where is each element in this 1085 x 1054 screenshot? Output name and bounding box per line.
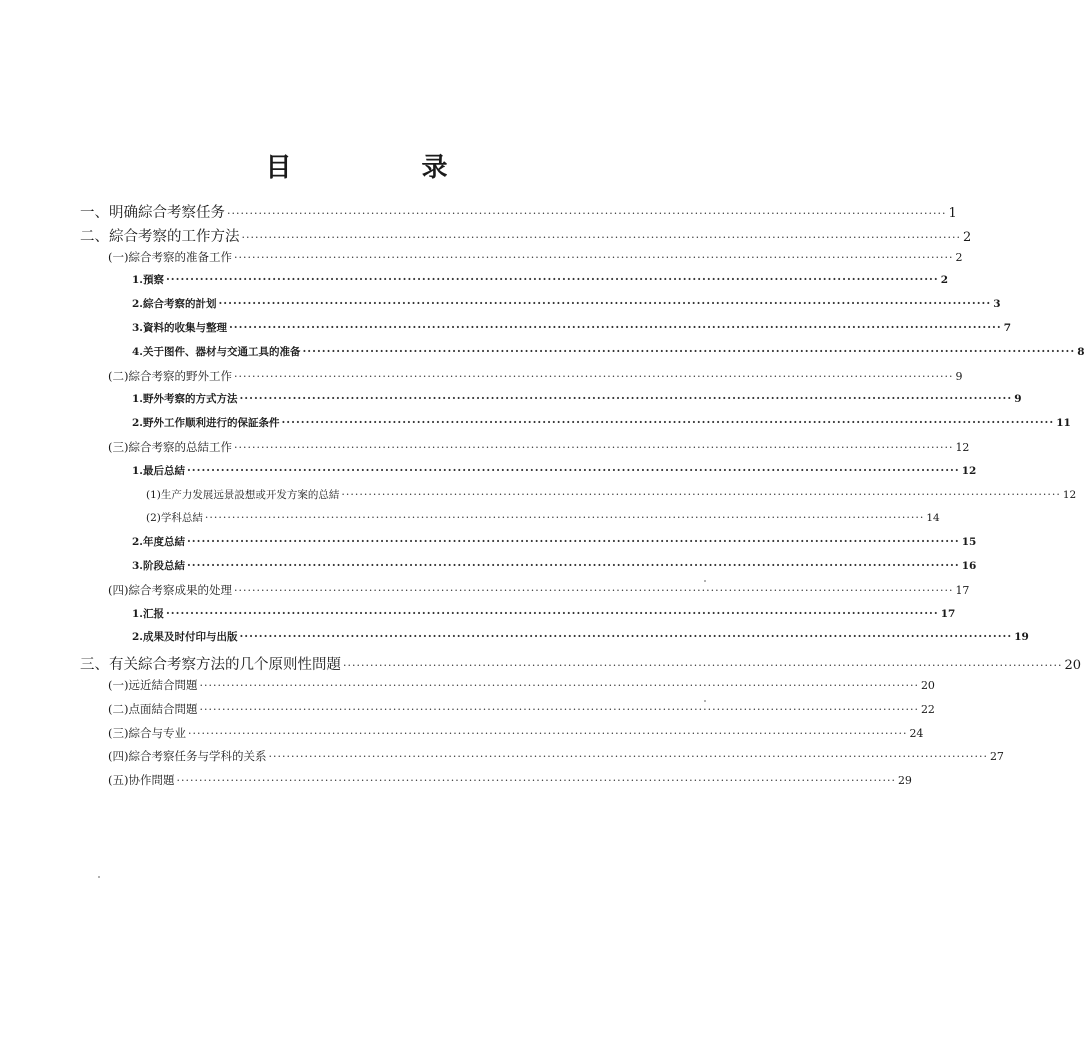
toc-entry-page-number: 12 — [1062, 488, 1077, 501]
toc-entry — [80, 677, 935, 701]
toc-entry-label: (四)綜合考察任务与学科的关系 — [108, 749, 267, 764]
scan-speck — [704, 700, 706, 702]
toc-entry — [80, 296, 1001, 320]
toc-entry — [80, 582, 970, 606]
dot-leader: ································································································································································ — [241, 230, 961, 244]
toc-entry-page-number: 17 — [940, 607, 956, 620]
toc-entry-page-number: 24 — [909, 726, 924, 740]
toc-entry-label: 2.年度总結 — [132, 536, 185, 549]
toc-entry-label: (一)綜合考察的准备工作 — [108, 249, 232, 264]
toc-entry — [80, 725, 924, 749]
toc-entry-page-number: 2 — [940, 274, 949, 287]
dot-leader: ································································································································································ — [165, 606, 939, 620]
dot-leader: ································································································································································ — [204, 511, 925, 525]
toc-entry-label: (2)学科总結 — [146, 512, 203, 525]
toc-entry-label: 2.野外工作顺利进行的保証条件 — [132, 417, 280, 430]
dot-leader: ································································································································································ — [228, 320, 1002, 334]
dot-leader: ································································································································································ — [186, 558, 960, 572]
toc-entry-label: 三、有关綜合考察方法的几个原则性問題 — [80, 657, 341, 674]
toc-entry — [80, 772, 912, 796]
dot-leader: ································································································································································ — [233, 583, 954, 597]
toc-entry — [80, 558, 977, 582]
toc-entry-page-number: 14 — [926, 512, 940, 525]
dot-leader: ································································································································································ — [227, 207, 947, 220]
toc-entry-page-number: 17 — [955, 583, 970, 597]
toc-entry — [80, 748, 1004, 772]
toc-entry — [80, 487, 1077, 511]
toc-entry-page-number: 9 — [1014, 393, 1022, 406]
toc-entry-label: (五)协作問題 — [108, 773, 175, 788]
dot-leader: ································································································································································ — [199, 702, 919, 716]
toc-entry-page-number: 16 — [961, 559, 977, 572]
dot-leader: ································································································································································ — [165, 273, 939, 287]
dot-leader: ································································································································································ — [218, 297, 992, 311]
toc-entry-label: 一、明确綜合考察任务 — [80, 205, 225, 221]
toc-entry — [80, 344, 1085, 368]
toc-entry-page-number: 2 — [962, 229, 972, 245]
toc-entry-label: 3.阶段总結 — [132, 559, 185, 572]
toc-entry — [80, 415, 1071, 439]
dot-leader: ································································································································································ — [233, 250, 954, 264]
dot-leader: ································································································································································ — [233, 369, 954, 383]
dot-leader: ································································································································································ — [239, 392, 1013, 406]
toc-entry-label: 2.成果及时付印与出版 — [132, 631, 238, 644]
dot-leader: ································································································································································ — [187, 726, 908, 740]
toc-entry-label: (三)綜合与专业 — [108, 725, 186, 740]
toc-entry-page-number: 11 — [1056, 417, 1071, 430]
toc-entry-page-number: 27 — [989, 750, 1004, 764]
toc-entry-label: 1.汇报 — [132, 607, 164, 620]
toc-entry — [80, 606, 956, 630]
toc-entry — [80, 249, 963, 273]
dot-leader: ································································································································································ — [186, 463, 960, 477]
toc-entry — [80, 320, 1012, 344]
toc-entry-page-number: 9 — [955, 369, 963, 383]
toc-entry-page-number: 7 — [1003, 321, 1012, 334]
dot-leader: ································································································································································ — [268, 750, 988, 764]
toc-entry — [80, 701, 935, 725]
toc-entry-label: (1)生产力发展远景設想或开发方案的总結 — [146, 488, 340, 501]
toc-entry-label: 1.預察 — [132, 274, 164, 287]
toc-entry — [80, 391, 1022, 415]
toc-entry-page-number: 19 — [1014, 631, 1029, 644]
toc-entry-page-number: 8 — [1077, 345, 1085, 358]
toc-entry — [80, 534, 977, 558]
dot-leader: ································································································································································ — [281, 416, 1055, 430]
toc-entry-label: (三)綜合考察的总結工作 — [108, 439, 232, 454]
toc-entry-label: 4.关于图件、器材与交通工具的准备 — [132, 345, 301, 358]
toc-entry-page-number: 12 — [955, 440, 970, 454]
toc-entry — [80, 439, 970, 463]
toc-entry — [80, 201, 957, 225]
toc-entry-label: 1.野外考察的方式方法 — [132, 393, 238, 406]
toc-entry-label: (二)綜合考察的野外工作 — [108, 368, 232, 383]
dot-leader: ································································································································································ — [176, 774, 896, 788]
toc-entry-label: 二、綜合考察的工作方法 — [80, 228, 240, 245]
page-title: 目 录 — [265, 153, 500, 183]
toc-entry-label: (四)綜合考察成果的处理 — [108, 582, 232, 597]
dot-leader: ································································································································································ — [341, 487, 1061, 501]
scan-speck — [98, 876, 100, 878]
dot-leader: ································································································································································ — [239, 630, 1013, 644]
scan-speck — [704, 580, 706, 582]
toc-entry — [80, 629, 1029, 653]
toc-entry — [80, 225, 972, 249]
toc-entry-page-number: 15 — [961, 536, 977, 549]
toc-entry-page-number: 20 — [920, 678, 935, 692]
toc-entry-page-number: 2 — [955, 250, 963, 264]
dot-leader: ································································································································································ — [343, 659, 1063, 673]
toc-entry-label: 1.最后总結 — [132, 464, 185, 477]
toc-entry — [80, 272, 949, 296]
toc-entry — [80, 510, 940, 534]
toc-entry-label: 2.綜合考察的計划 — [132, 298, 217, 311]
toc-entry-label: 3.資料的收集与整理 — [132, 321, 227, 334]
toc-entry — [80, 653, 1081, 677]
toc-entry-page-number: 22 — [920, 702, 935, 716]
toc-entry-label: (二)点面結合問題 — [108, 701, 198, 716]
dot-leader: ································································································································································ — [302, 344, 1076, 358]
table-of-contents — [80, 201, 1085, 796]
dot-leader: ································································································································································ — [233, 440, 954, 454]
toc-entry-page-number: 3 — [993, 298, 1001, 311]
toc-entry — [80, 463, 977, 487]
dot-leader: ································································································································································ — [199, 678, 919, 692]
toc-entry-page-number: 20 — [1064, 658, 1081, 674]
toc-entry-page-number: 1 — [948, 206, 957, 221]
dot-leader: ································································································································································ — [186, 535, 960, 549]
toc-entry — [80, 368, 963, 392]
toc-entry-page-number: 29 — [897, 774, 912, 788]
toc-entry-label: (一)远近結合問題 — [108, 677, 198, 692]
toc-entry-page-number: 12 — [961, 464, 977, 477]
